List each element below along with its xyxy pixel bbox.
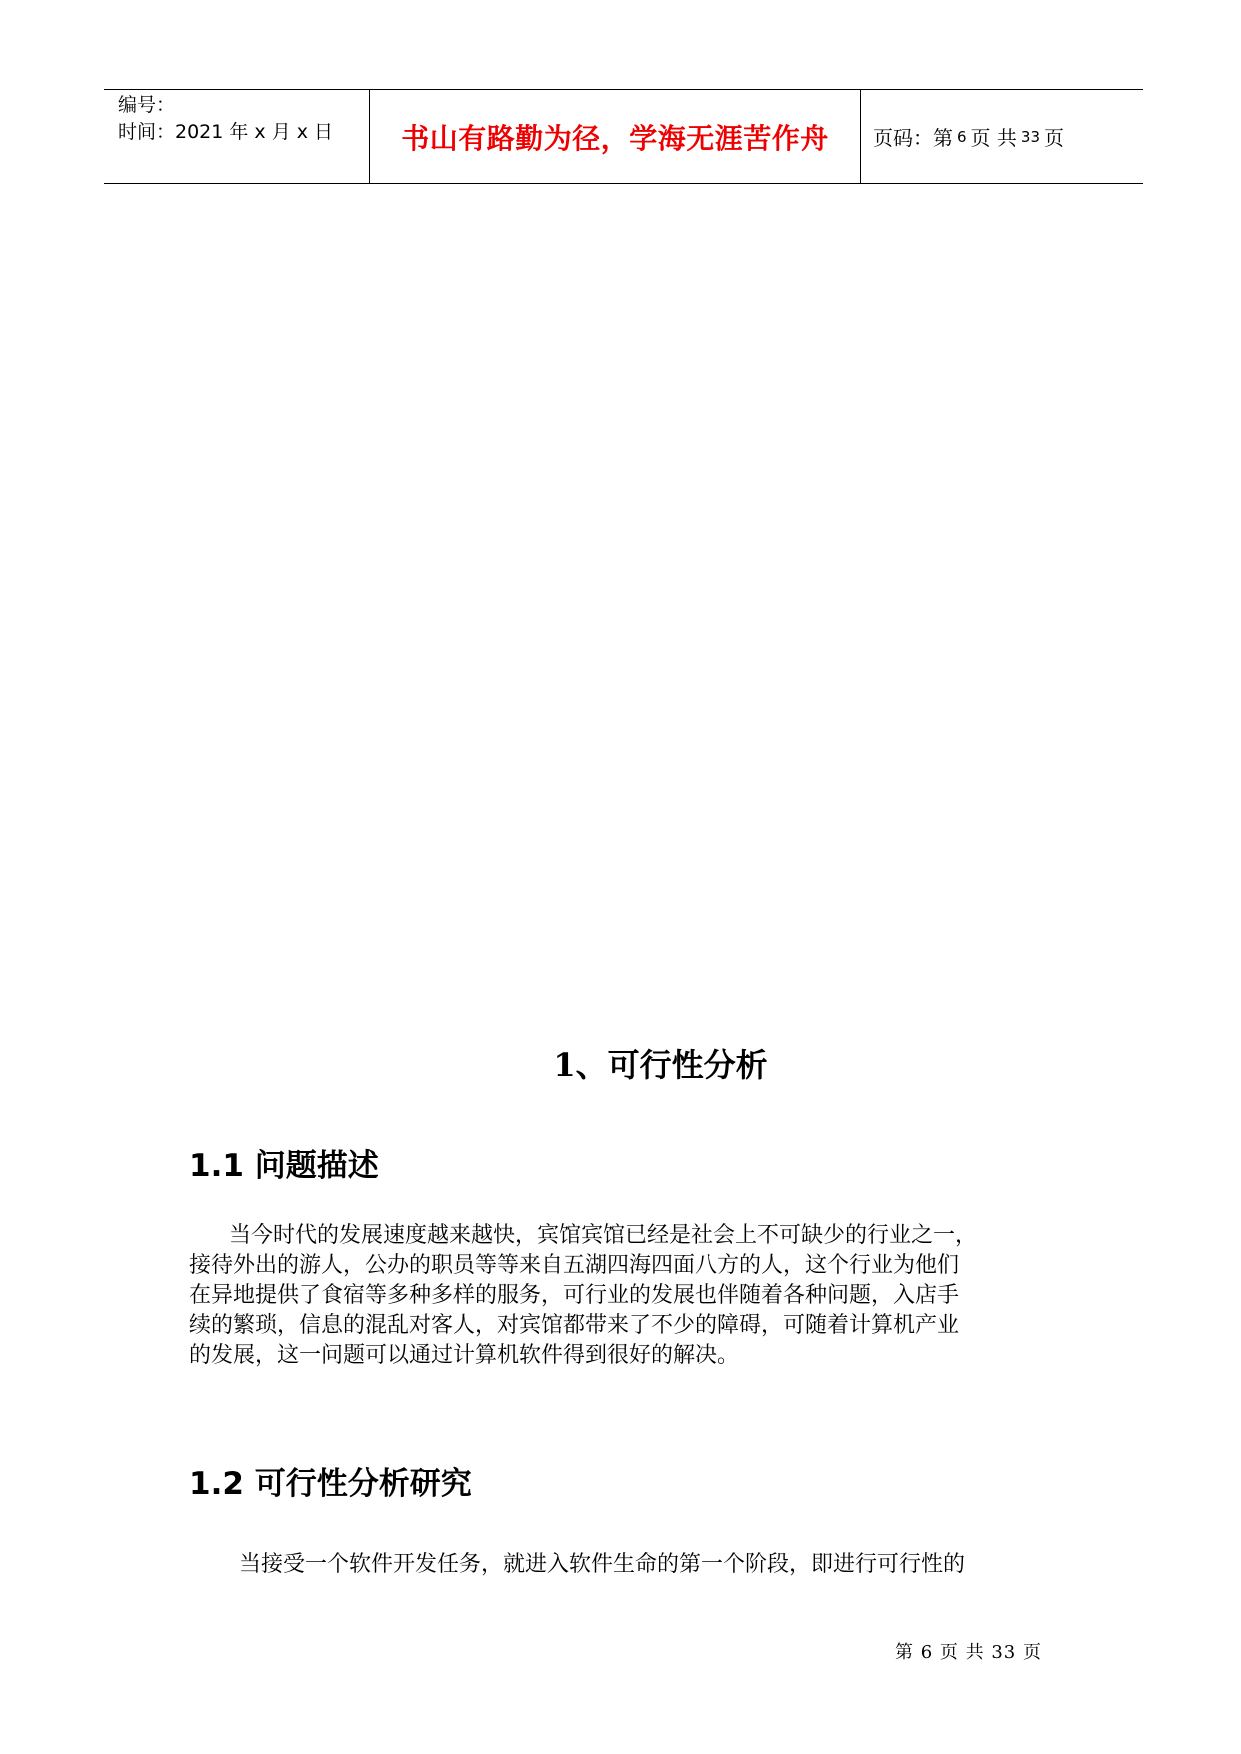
paragraph-line: 当今时代的发展速度越来越快，宾馆宾馆已经是社会上不可缺少的行业之一， — [229, 1223, 978, 1248]
paragraph-line: 当接受一个软件开发任务，就进入软件生命的第一个阶段，即进行可行性的 — [239, 1552, 966, 1577]
paragraph-line: 在异地提供了食宿等多种多样的服务，可行业的发展也伴随着各种问题，入店手 — [189, 1283, 960, 1308]
section-1-1-paragraph — [189, 1221, 1069, 1371]
section-1-2-paragraph — [189, 1550, 1069, 1580]
header-page-suffix: 页 — [1044, 126, 1064, 150]
header-number-label: 编号： — [118, 94, 176, 116]
header-date-label: 时间：2021 年 x 月 x 日 — [118, 121, 334, 143]
header-page-info — [873, 90, 1064, 183]
header-bottom-rule — [104, 183, 1143, 184]
header-left-block — [118, 92, 333, 146]
chapter-title: 1、可行性分析 — [553, 1046, 768, 1084]
header-page-total: 33 — [1020, 127, 1040, 146]
paragraph-line: 续的繁琐，信息的混乱对客人，对宾馆都带来了不少的障碍，可随着计算机产业 — [189, 1313, 960, 1338]
section-heading-1-2: 1.2 可行性分析研究 — [189, 1466, 472, 1502]
header-page-mid: 页 共 — [970, 126, 1017, 150]
paragraph-line: 接待外出的游人，公办的职员等等来自五湖四海四面八方的人，这个行业为他们 — [189, 1253, 960, 1278]
header-page-prefix: 页码：第 — [873, 126, 953, 150]
paragraph-line: 的发展，这一问题可以通过计算机软件得到很好的解决。 — [189, 1343, 740, 1368]
header-page-current: 6 — [957, 127, 967, 146]
header-motto: 书山有路勤为径，学海无涯苦作舟 — [401, 121, 829, 155]
header-divider-right — [860, 90, 861, 183]
footer-page-number: 第 6 页 共 33 页 — [895, 1642, 1042, 1663]
section-heading-1-1: 1.1 问题描述 — [189, 1148, 379, 1184]
header-divider-left — [369, 90, 370, 183]
